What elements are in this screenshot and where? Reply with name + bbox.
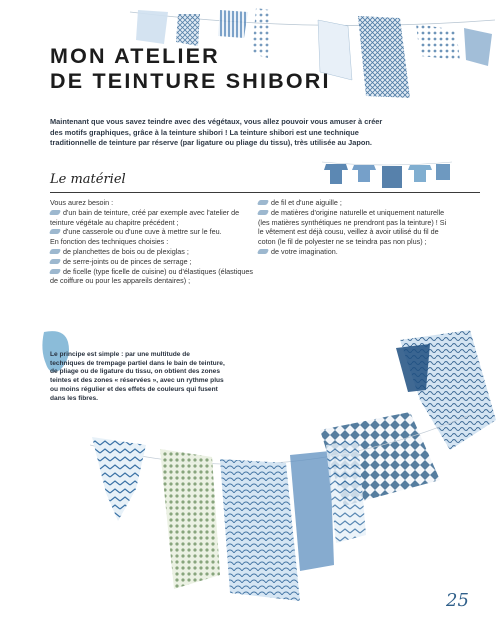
materials-left-column (50, 198, 255, 286)
brush-bullet-icon (49, 229, 61, 234)
list-item: d'une casserole ou d'une cuve à mettre sur le feu. (50, 227, 255, 237)
brush-bullet-icon (49, 269, 61, 274)
page-title (50, 44, 331, 94)
page-number: 25 (446, 590, 469, 611)
list-item: de planchettes de bois ou de plexiglas ; (50, 247, 255, 257)
brush-bullet-icon (257, 200, 269, 205)
materials-intro: Vous aurez besoin : (50, 198, 114, 207)
principle-paragraph: Le principe est simple : par une multitude de techniques de trempage partiel dans le bain de teinture, de pliage ou de ligature du tissu, on obtient des zones teintes et des zones « réservées », avec un rythme plus ou moins régulier et des effets de couleurs qui fusent dans les fibres. (50, 350, 225, 403)
brush-bullet-icon (257, 249, 269, 254)
brush-bullet-icon (49, 249, 61, 254)
list-item: de fil et d'une aiguille ; (258, 198, 448, 208)
section-title: Le matériel (50, 172, 126, 187)
brush-bullet-icon (49, 259, 61, 264)
list-item: de votre imagination. (258, 247, 448, 257)
brush-bullet-icon (257, 210, 269, 215)
title-line-1: MON ATELIER (50, 44, 220, 68)
materials-right-column (258, 198, 448, 257)
list-item: de matières d'origine naturelle et uniquement naturelle (les matières synthétiques ne prendront pas la teinture) ! Si le vêtement est déjà cousu, veillez à avoir utilisé du fil de coton (le fil de polyester ne se teindra pas non plus) ; (258, 207, 447, 247)
title-line-2: DE TEINTURE SHIBORI (50, 69, 331, 93)
brush-bullet-icon (49, 210, 61, 215)
dyed-fabrics-row-illustration (90, 415, 470, 605)
list-item: d'un bain de teinture, créé par exemple avec l'atelier de teinture végétale au chapitre précédent ; (50, 207, 240, 227)
list-item: de ficelle (type ficelle de cuisine) ou d'élastiques (élastiques de coiffure ou pour les appareils dentaires) ; (50, 266, 253, 286)
hanging-clothes-illustration (322, 158, 452, 194)
techniques-intro: En fonction des techniques choisies : (50, 237, 169, 247)
list-item: de serre-joints ou de pinces de serrage ; (50, 257, 255, 267)
intro-paragraph: Maintenant que vous savez teindre avec des végétaux, vous allez pouvoir vous amuser à créer des motifs graphiques, grâce à la teinture shibori ! La teinture shibori est une technique traditionnelle de teinture par réserve (par ligature ou pliage du tissu), très utilisée au Japon. (50, 117, 383, 148)
